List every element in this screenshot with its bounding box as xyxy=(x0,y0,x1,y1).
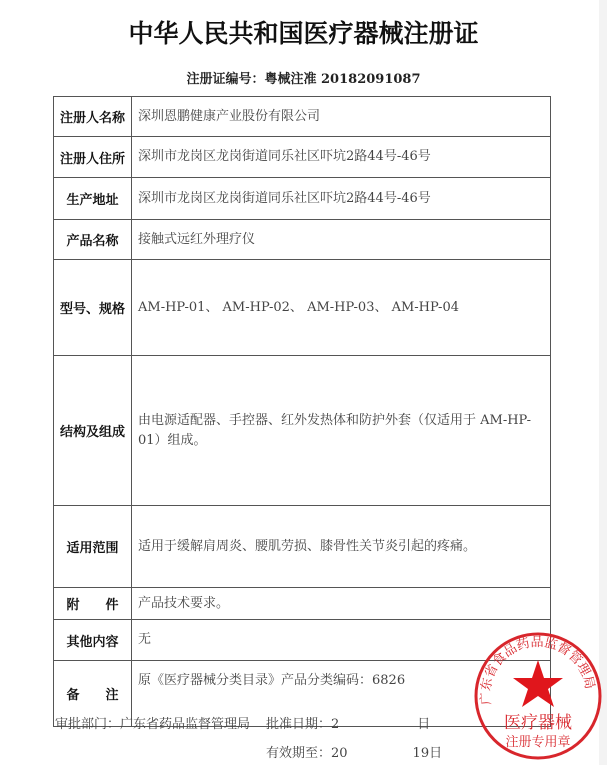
table-row xyxy=(54,506,551,588)
row-value: 深圳市龙岗区龙岗街道同乐社区吓坑2路44号-46号 xyxy=(132,178,551,220)
approval-department: 审批部门：广东省药品监督管理局 xyxy=(55,717,251,732)
table-row xyxy=(54,356,551,506)
row-label: 适用范围 xyxy=(54,506,132,588)
table-row xyxy=(54,220,551,260)
row-value: 原《医疗器械分类目录》产品分类编码：6826 xyxy=(132,661,551,727)
row-value: 深圳恩鹏健康产业股份有限公司 xyxy=(132,97,551,137)
row-label: 生产地址 xyxy=(54,178,132,220)
seal-bottom-text: 注册专用章 xyxy=(505,735,571,750)
row-label: 附 件 xyxy=(54,588,132,620)
row-label: 备 注 xyxy=(54,661,132,727)
row-value: 接触式远红外理疗仪 xyxy=(132,220,551,260)
row-value: 深圳市龙岗区龙岗街道同乐社区吓坑2路44号-46号 xyxy=(132,137,551,178)
seal-outer-text: 广东省食品药品监督管理局 xyxy=(478,635,597,706)
star-icon xyxy=(513,660,563,707)
official-seal-stamp xyxy=(472,630,604,762)
table-row xyxy=(54,178,551,220)
valid-until: 有效期至：20 19日 xyxy=(266,746,443,761)
row-value: 适用于缓解肩周炎、腰肌劳损、膝骨性关节炎引起的疼痛。 xyxy=(132,506,551,588)
approval-date: 批准日期：2 日 xyxy=(266,717,431,732)
row-value: 无 xyxy=(132,620,551,661)
registration-number: 注册证编号：粤械注准 20182091087 xyxy=(186,72,421,87)
row-label: 结构及组成 xyxy=(54,356,132,506)
table-row xyxy=(54,588,551,620)
row-value: 产品技术要求。 xyxy=(132,588,551,620)
table-row xyxy=(54,97,551,137)
row-value: AM-HP-01、 AM-HP-02、 AM-HP-03、 AM-HP-04 xyxy=(132,260,551,356)
row-label: 型号、规格 xyxy=(54,260,132,356)
table-row xyxy=(54,137,551,178)
document-title: 中华人民共和国医疗器械注册证 xyxy=(128,19,479,48)
row-label: 产品名称 xyxy=(54,220,132,260)
table-row xyxy=(54,260,551,356)
row-value: 由电源适配器、手控器、红外发热体和防护外套（仅适用于 AM-HP-01）组成。 xyxy=(132,356,551,506)
row-label: 注册人名称 xyxy=(54,97,132,137)
seal-center-text: 医疗器械 xyxy=(504,713,572,733)
row-label: 注册人住所 xyxy=(54,137,132,178)
row-label: 其他内容 xyxy=(54,620,132,661)
